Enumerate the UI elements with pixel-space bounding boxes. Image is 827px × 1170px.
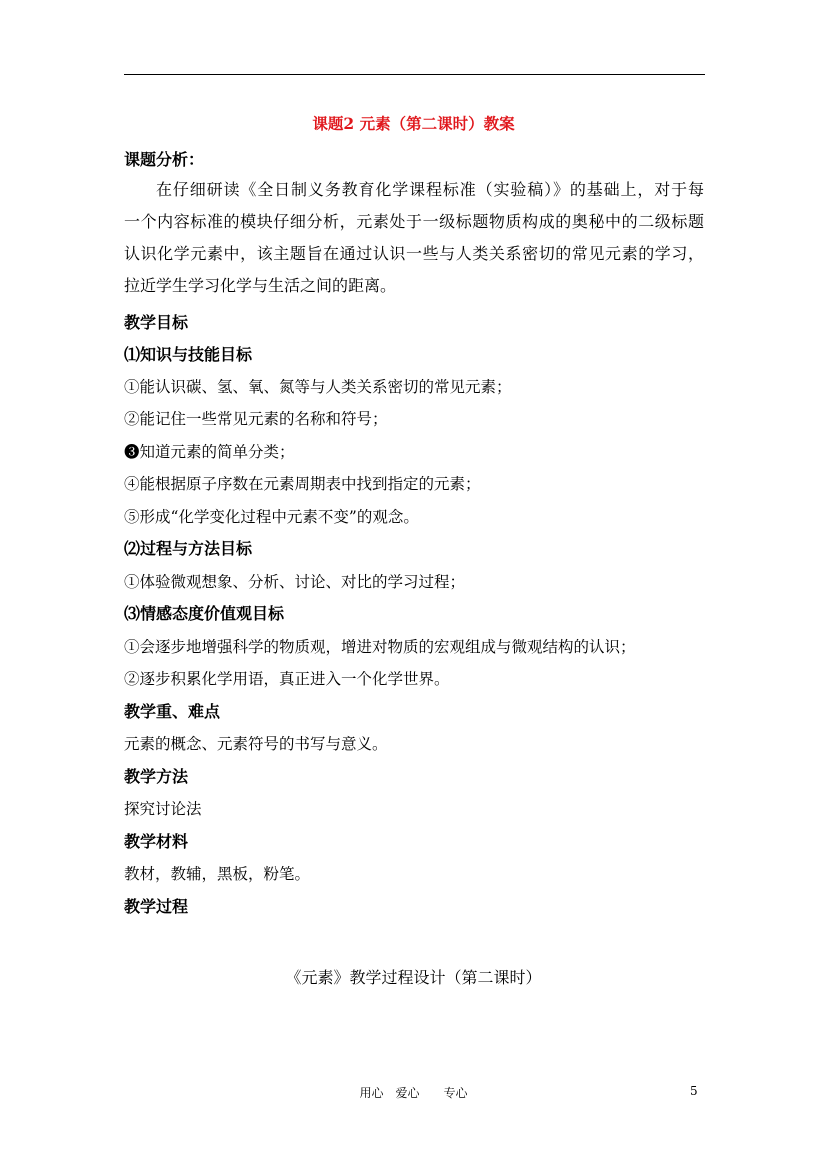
analysis-heading: 课题分析： bbox=[124, 150, 205, 169]
knowledge-heading: ⑴知识与技能目标 bbox=[124, 345, 253, 364]
header-rule bbox=[124, 74, 705, 75]
design-title: 《元素》教学过程设计（第二课时） bbox=[285, 968, 542, 987]
process-goal-heading: ⑵过程与方法目标 bbox=[124, 539, 253, 558]
materials-heading: 教学材料 bbox=[124, 832, 189, 851]
process-goal-item: ①体验微观想象、分析、讨论、对比的学习过程； bbox=[124, 573, 466, 591]
knowledge-item: ⑤形成“化学变化过程中元素不变”的观念。 bbox=[124, 508, 419, 526]
emotion-goal-heading: ⑶情感态度价值观目标 bbox=[124, 604, 285, 623]
emotion-goal-item: ②逐步积累化学用语，真正进入一个化学世界。 bbox=[124, 670, 450, 688]
knowledge-item: ❸知道元素的简单分类； bbox=[124, 443, 295, 461]
page-number: 5 bbox=[690, 1084, 698, 1098]
materials-text: 教材，教辅，黑板，粉笔。 bbox=[124, 865, 311, 883]
method-heading: 教学方法 bbox=[124, 767, 189, 786]
analysis-line: 认识化学元素中，该主题旨在通过认识一些与人类关系密切的常见元素的学习， bbox=[124, 244, 704, 263]
emotion-goal-item: ①会逐步地增强科学的物质观，增进对物质的宏观组成与微观结构的认识； bbox=[124, 638, 636, 656]
method-text: 探究讨论法 bbox=[124, 800, 202, 818]
knowledge-item: ④能根据原子序数在元素周期表中找到指定的元素； bbox=[124, 475, 481, 493]
keypoints-heading: 教学重、难点 bbox=[124, 702, 221, 721]
process-heading: 教学过程 bbox=[124, 897, 189, 916]
knowledge-item: ①能认识碳、氢、氧、氮等与人类关系密切的常见元素； bbox=[124, 378, 512, 396]
analysis-line: 一个内容标准的模块仔细分析，元素处于一级标题物质构成的奥秘中的二级标题 bbox=[124, 212, 704, 231]
document-title: 课题2 元素（第二课时）教案 bbox=[312, 114, 515, 133]
analysis-line: 在仔细研读《全日制义务教育化学课程标准（实验稿）》的基础上，对于每 bbox=[156, 180, 704, 199]
analysis-paragraph bbox=[124, 174, 704, 302]
analysis-line: 拉近学生学习化学与生活之间的距离。 bbox=[124, 276, 397, 295]
keypoints-text: 元素的概念、元素符号的书写与意义。 bbox=[124, 735, 388, 753]
footer-motto: 用心 爱心 专心 bbox=[359, 1086, 468, 1100]
knowledge-item: ②能记住一些常见元素的名称和符号； bbox=[124, 410, 388, 428]
objectives-heading: 教学目标 bbox=[124, 313, 189, 332]
